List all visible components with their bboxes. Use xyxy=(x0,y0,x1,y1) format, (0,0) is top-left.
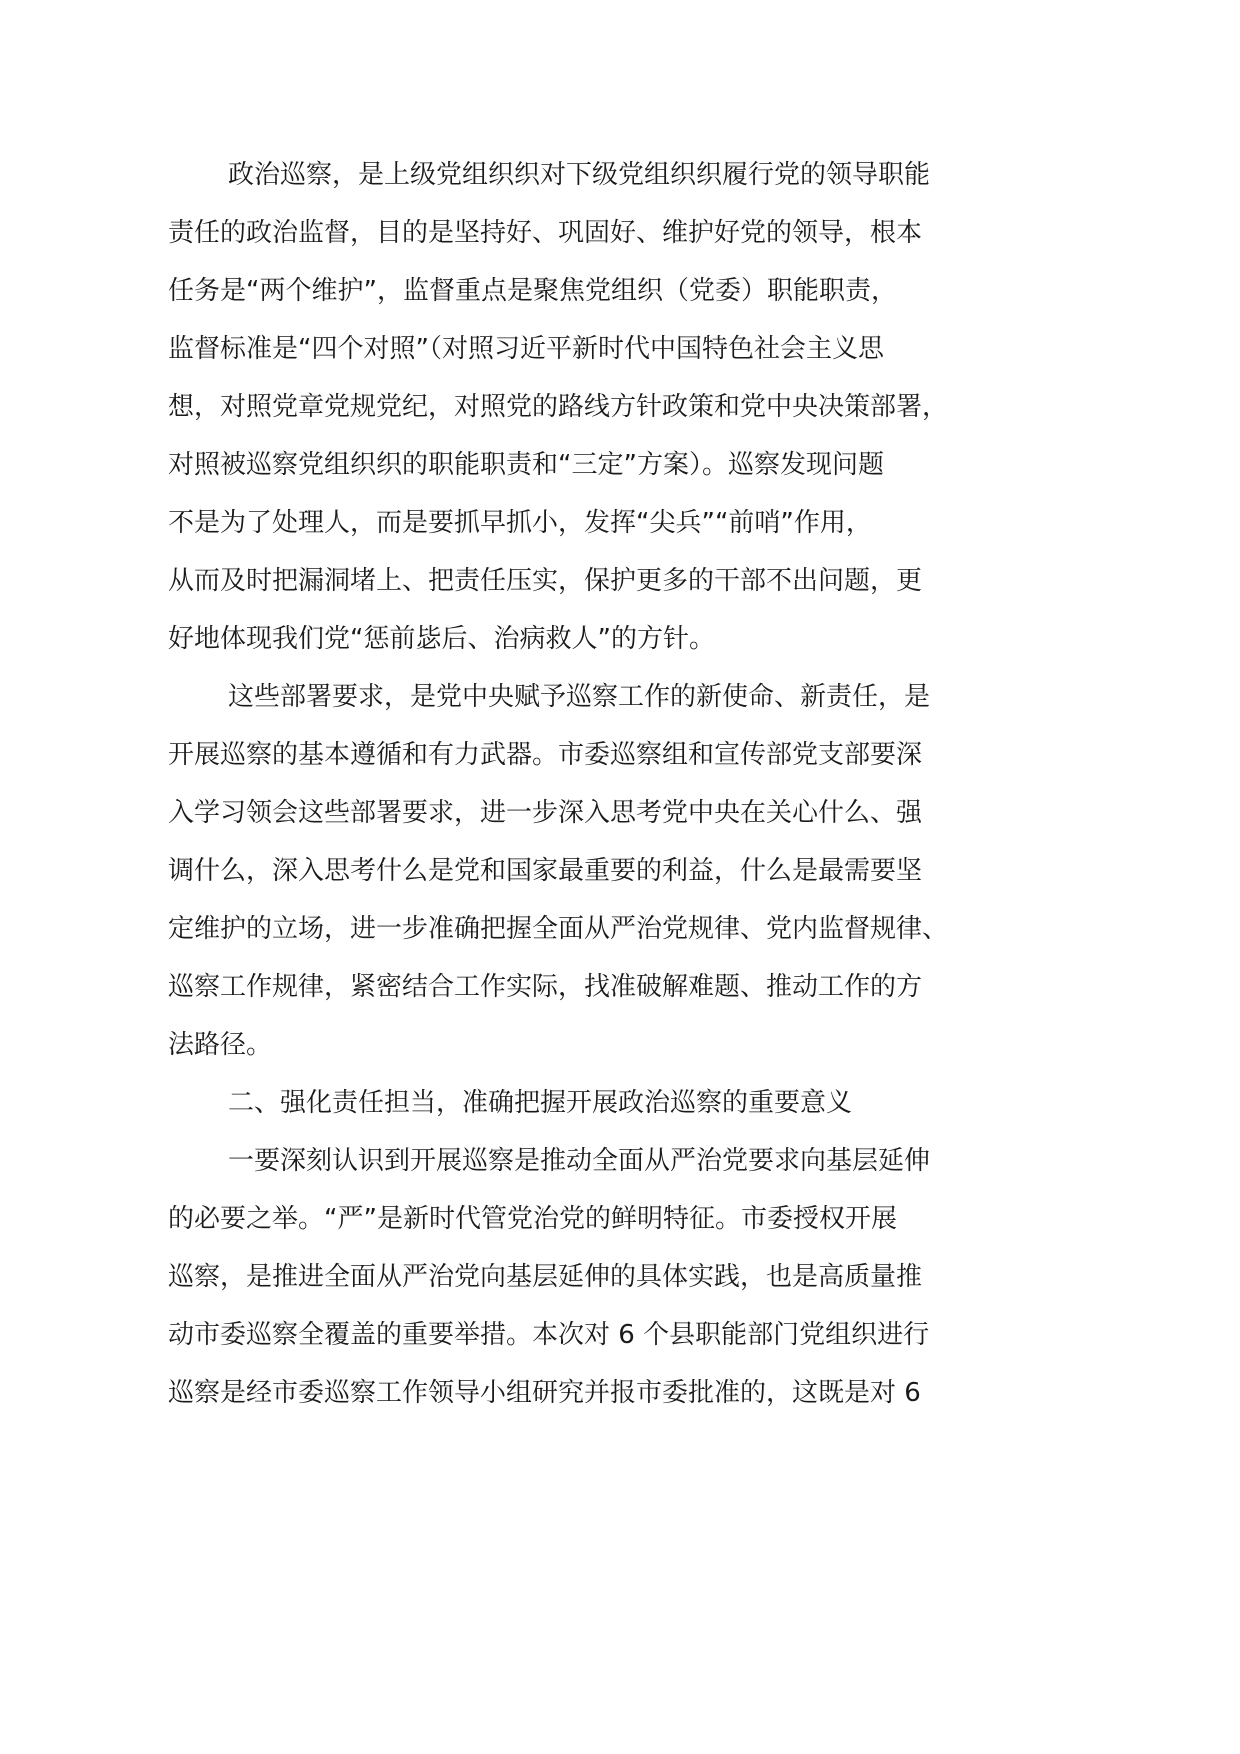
text-line: 的必要之举。“严”是新时代管党治党的鲜明特征。市委授权开展 xyxy=(168,1204,897,1234)
text-line: 巡察是经市委巡察工作领导小组研究并报市委批准的，这既是对 6 xyxy=(168,1378,921,1408)
text-line: 想，对照党章党规党纪，对照党的路线方针政策和党中央决策部署， xyxy=(168,392,949,422)
text-line: 对照被巡察党组织织的职能职责和“三定”方案）。巡察发现问题 xyxy=(168,450,884,480)
text-line: 从而及时把漏洞堵上、把责任压实，保护更多的干部不出问题，更 xyxy=(168,566,923,596)
text-line: 这些部署要求，是党中央赋予巡察工作的新使命、新责任，是 xyxy=(228,682,931,712)
text-line: 任务是“两个维护”，监督重点是聚焦党组织（党委）职能职责， xyxy=(168,276,897,306)
text-line: 责任的政治监督，目的是坚持好、巩固好、维护好党的领导，根本 xyxy=(168,218,923,248)
text-line: 定维护的立场，进一步准确把握全面从严治党规律、党内监督规律、 xyxy=(168,914,949,944)
text-line: 巡察，是推进全面从严治党向基层延伸的具体实践，也是高质量推 xyxy=(168,1262,923,1292)
text-line: 一要深刻认识到开展巡察是推动全面从严治党要求向基层延伸 xyxy=(228,1146,931,1176)
text-line: 好地体现我们党“惩前毖后、治病救人”的方针。 xyxy=(168,624,715,654)
text-line: 法路径。 xyxy=(168,1030,273,1060)
text-line: 巡察工作规律，紧密结合工作实际，找准破解难题、推动工作的方 xyxy=(168,972,923,1002)
section-heading: 二、强化责任担当，准确把握开展政治巡察的重要意义 xyxy=(228,1088,853,1118)
text-line: 不是为了处理人，而是要抓早抓小，发挥“尖兵”“前哨”作用， xyxy=(168,508,872,538)
text-line: 动市委巡察全覆盖的重要举措。本次对 6 个县职能部门党组织进行 xyxy=(168,1320,930,1350)
text-line: 开展巡察的基本遵循和有力武器。市委巡察组和宣传部党支部要深 xyxy=(168,740,923,770)
text-line: 政治巡察，是上级党组织织对下级党组织织履行党的领导职能 xyxy=(228,160,931,190)
text-line: 入学习领会这些部署要求，进一步深入思考党中央在关心什么、强 xyxy=(168,798,923,828)
text-line: 监督标准是“四个对照”（对照习近平新时代中国特色社会主义思 xyxy=(168,334,884,364)
text-line: 调什么，深入思考什么是党和国家最重要的利益，什么是最需要坚 xyxy=(168,856,923,886)
